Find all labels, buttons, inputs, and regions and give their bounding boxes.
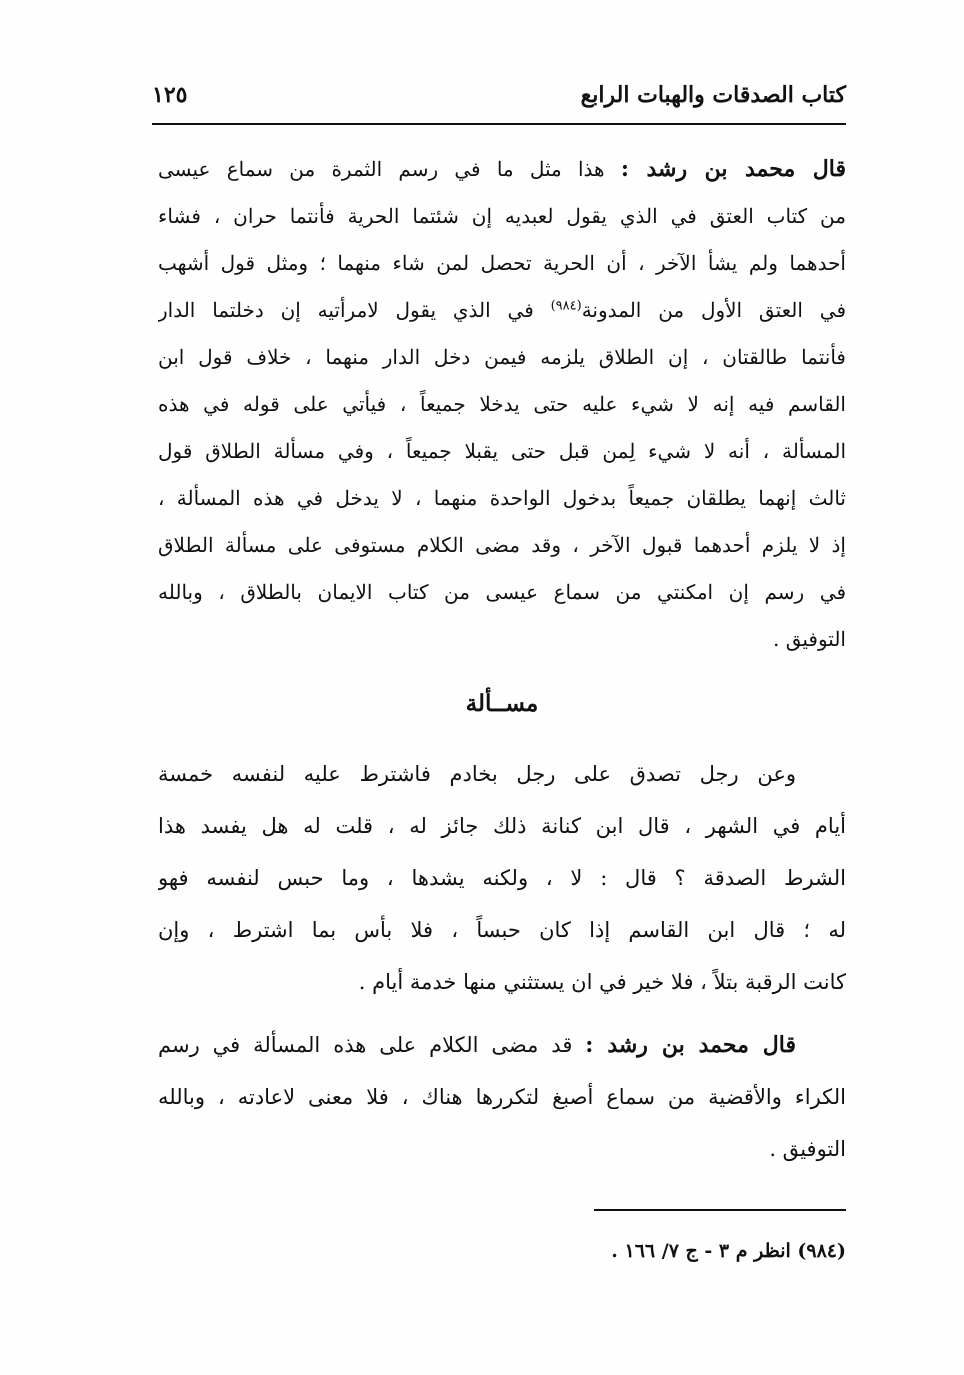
footnote-reference[interactable]: (٩٨٤) (550, 298, 582, 314)
text-line: وعن رجل تصدق على رجل بخادم فاشترط عليه لنفسه خمسة (158, 762, 796, 786)
text-line: من كتاب العتق في الذي يقول لعبديه إن شئتما الحرية فأنتما حران ، فشاء (158, 204, 846, 228)
text-line: إذ لا يلزم أحدهما قبول الآخر ، وقد مضى الكلام مستوفى على مسألة الطلاق (158, 533, 846, 557)
text-line (158, 287, 846, 334)
speaker-label: قال محمد بن رشد : (585, 1032, 796, 1058)
text-line: الكراء والأقضية من سماع أصبغ لتكررها هناك ، فلا معنى لاعادته ، وبالله (158, 1085, 846, 1109)
question-paragraph (158, 748, 846, 1008)
line-text: هذا مثل ما في رسم الثمرة من سماع عيسى (158, 157, 621, 181)
footnote: (٩٨٤) انظر م ٣ - ج ٧/ ١٦٦ . (611, 1240, 846, 1262)
commentary-paragraph-1 (158, 146, 846, 663)
text-line: أحدهما ولم يشأ الآخر ، أن الحرية تحصل لمن شاء منهما ؛ ومثل قول أشهب (158, 251, 846, 275)
footnote-rule (594, 1209, 846, 1211)
text-line: له ؛ قال ابن القاسم إذا كان حبساً ، فلا بأس بما اشترط ، وإن (158, 918, 846, 942)
page-number: ١٢٥ (152, 82, 188, 108)
text-line: الشرط الصدقة ؟ قال : لا ، ولكنه يشدها ، وما حبس لنفسه فهو (158, 866, 846, 890)
text-line: التوفيق . (772, 627, 846, 651)
text-line: القاسم فيه إنه لا شيء عليه حتى يدخلا جميعاً ، فيأتي على قوله في هذه (158, 392, 846, 416)
text-line (158, 1019, 846, 1071)
speaker-label: قال محمد بن رشد : (620, 156, 846, 182)
text-line: المسألة ، أنه لا شيء لِمن قبل حتى يقبلا جميعاً ، وفي مسألة الطلاق قول (158, 439, 846, 463)
text-line: أيام في الشهر ، قال ابن كنانة ذلك جائز له ، قلت له هل يفسد هذا (158, 814, 846, 838)
text-line: في رسم إن امكنتي من سماع عيسى من كتاب الايمان بالطلاق ، وبالله (158, 580, 846, 604)
text-line: ثالث إنهما يطلقان جميعاً بدخول الواحدة منهما ، لا يدخل في هذه المسألة ، (158, 486, 846, 510)
line-text: في الذي يقول لامرأتيه إن دخلتما الدار (158, 298, 551, 322)
book-title: كتاب الصدقات والهبات الرابع (580, 82, 846, 108)
text-line: التوفيق . (769, 1137, 846, 1161)
header-rule (152, 123, 846, 125)
running-header (152, 82, 846, 118)
line-text: في العتق الأول من المدونة (581, 298, 846, 322)
line-text: قد مضى الكلام على هذه المسألة في رسم (158, 1033, 586, 1057)
text-line (158, 146, 846, 193)
text-line: فأنتما طالقتان ، إن الطلاق يلزمه فيمن دخل الدار منهما ، خلاف قول ابن (158, 345, 846, 369)
commentary-paragraph-2 (158, 1019, 846, 1175)
text-line: كانت الرقبة بتلاً ، فلا خير في ان يستثني منها خدمة أيام . (358, 970, 846, 994)
section-heading: مســألة (465, 690, 539, 717)
